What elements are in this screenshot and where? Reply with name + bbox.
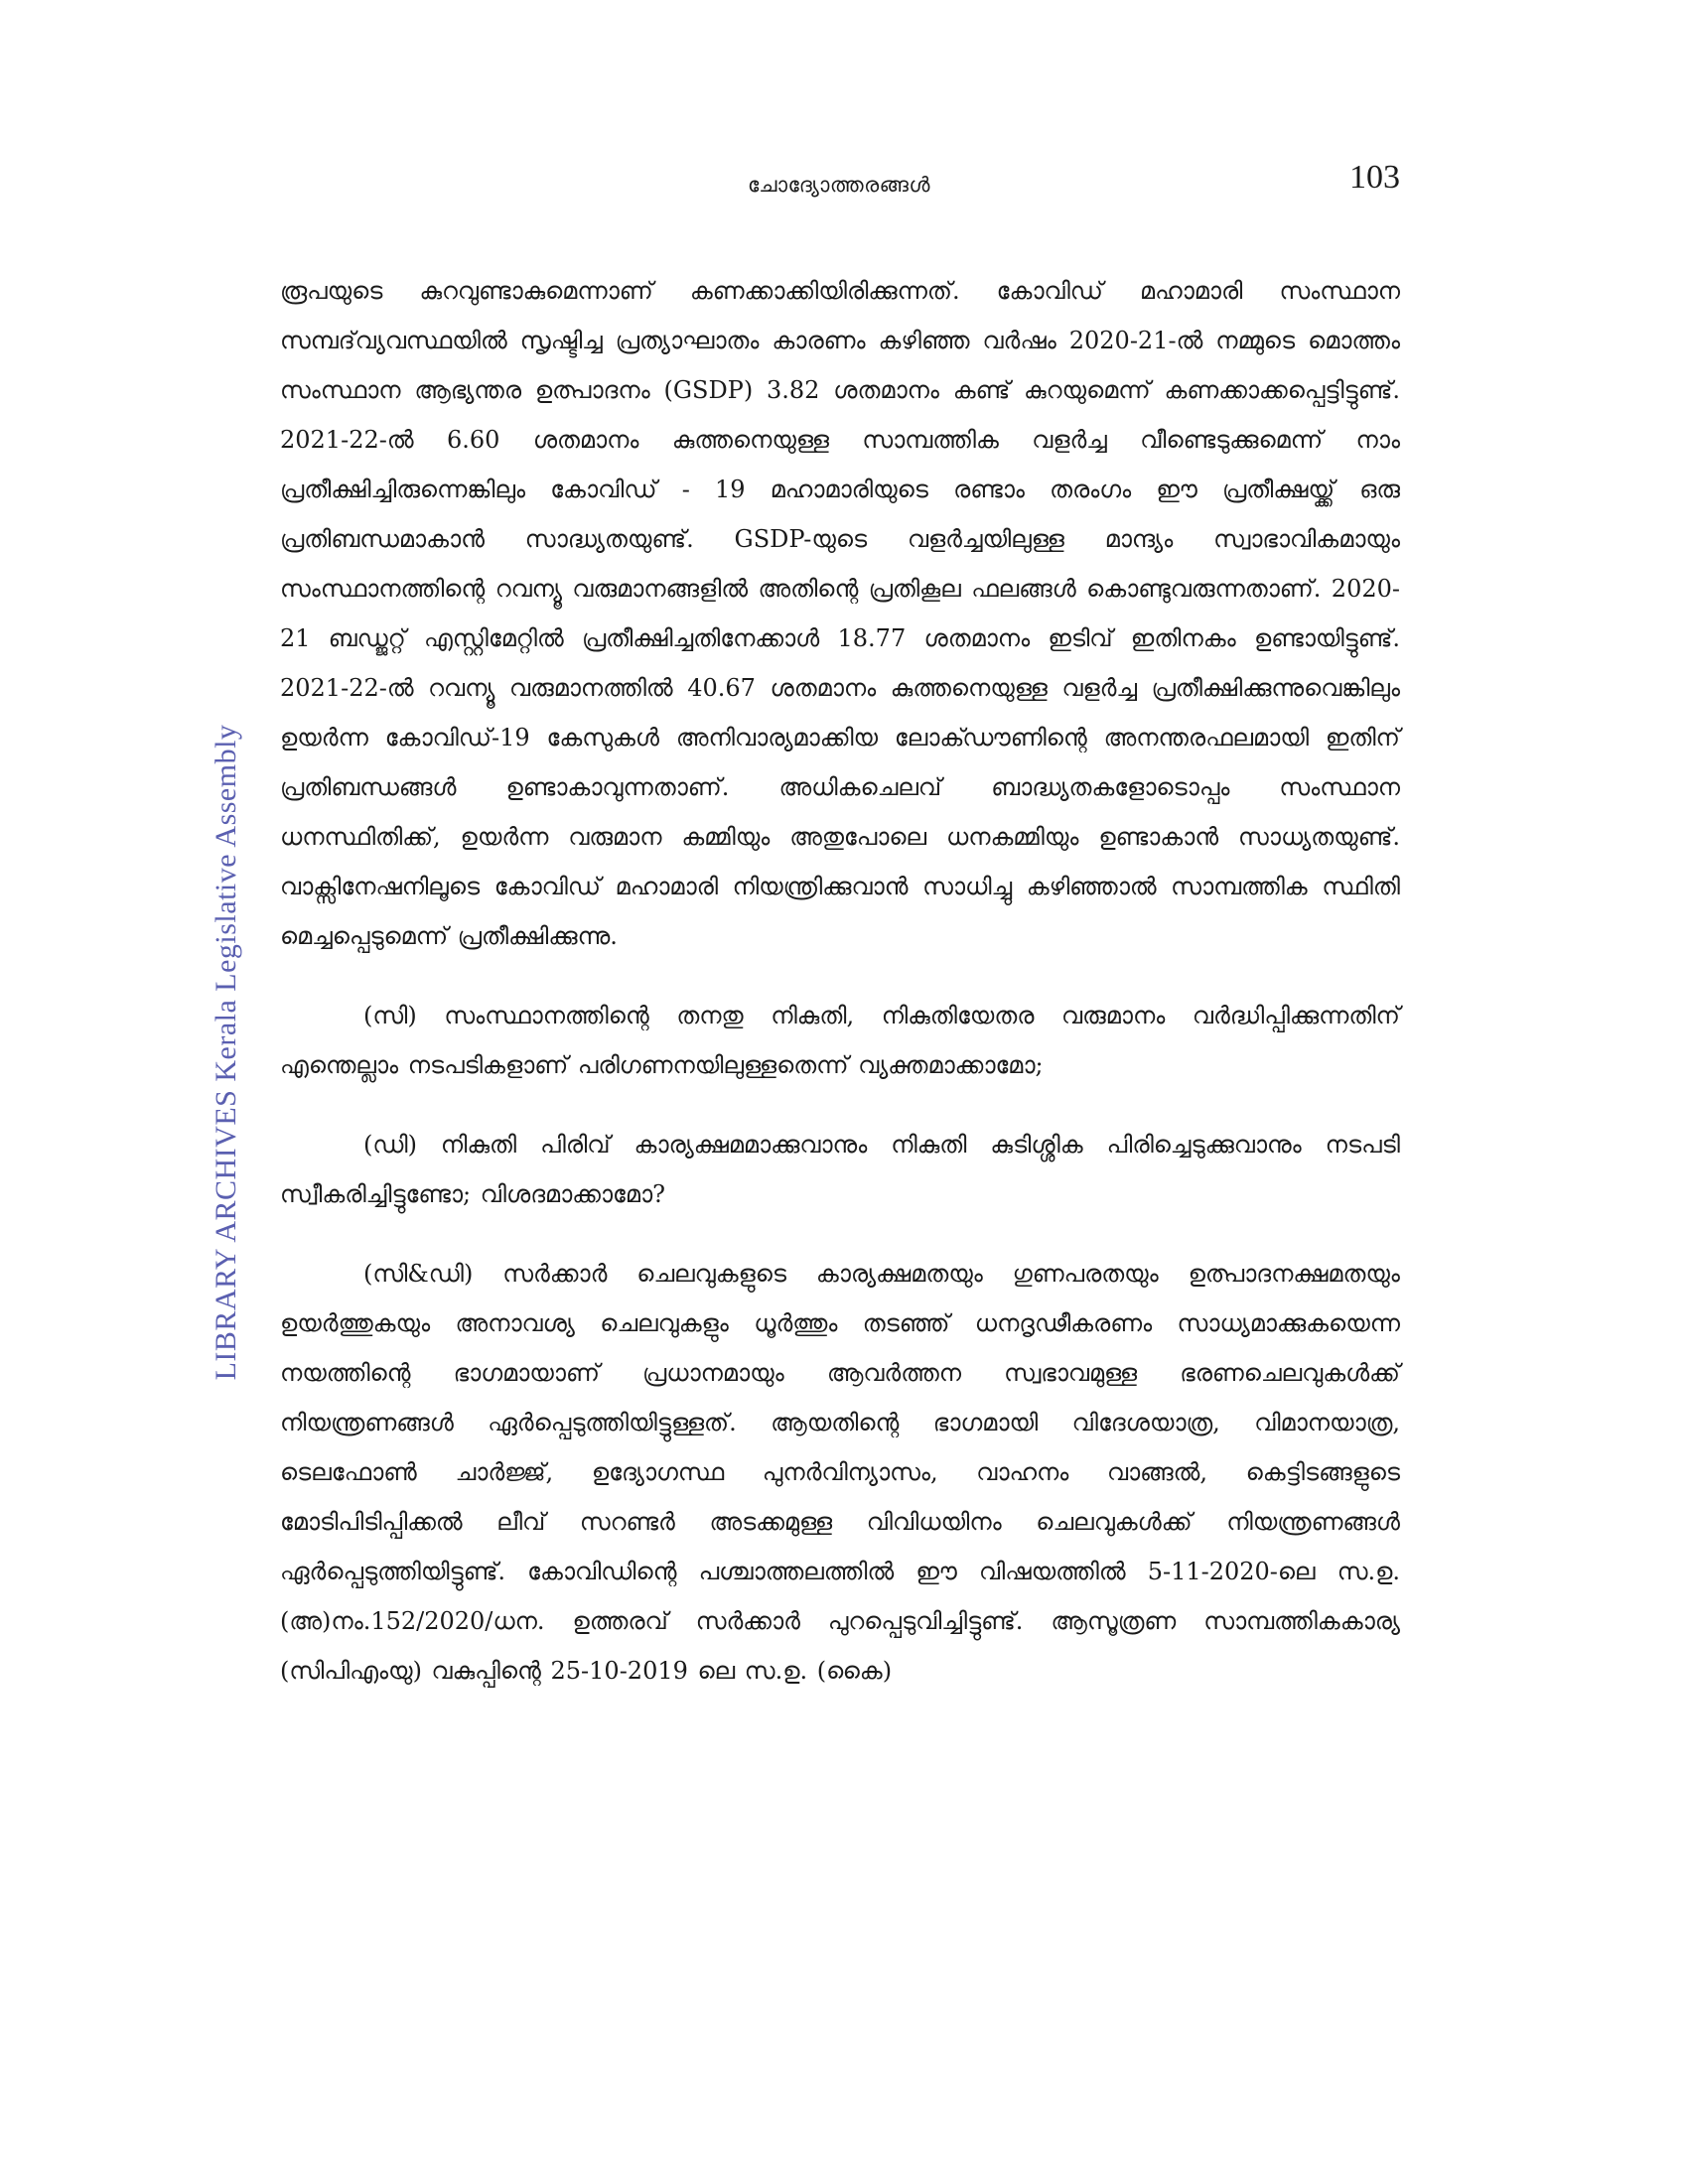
archive-watermark: LIBRARY ARCHIVES Kerala Legislative Assembly <box>210 724 242 1381</box>
paragraph-question-c: (സി) സംസ്ഥാനത്തിന്റെ തനതു നികുതി, നികുതിയേതര വരുമാനം വർദ്ധിപ്പിക്കുന്നതിന് എന്തെല്ലാം നടപടികളാണ് പരിഗണനയിലുള്ളതെന്ന് വ്യക്തമാക്കാമോ; <box>280 1002 1400 1079</box>
paragraph-answer-continued: രൂപയുടെ കുറവുണ്ടാകുമെന്നാണ് കണക്കാക്കിയിരിക്കുന്നത്. കോവിഡ് മഹാമാരി സംസ്ഥാന സമ്പദ്‌വ്യവസ്ഥയിൽ സൃഷ്ടിച്ച പ്രത്യാഘാതം കാരണം കഴിഞ്ഞ വർഷം 2020-21-ൽ നമ്മുടെ മൊത്തം സംസ്ഥാന ആഭ്യന്തര ഉത്പാദനം (GSDP) 3.82 ശതമാനം കണ്ട് കുറയുമെന്ന് കണക്കാക്കപ്പെട്ടിട്ടുണ്ട്. 2021-22-ൽ 6.60 ശതമാനം കുത്തനെയുള്ള സാമ്പത്തിക വളർച്ച വീണ്ടെടുക്കുമെന്ന് നാം പ്രതീക്ഷിച്ചിരുന്നെങ്കിലും കോവിഡ് - 19 മഹാമാരിയുടെ രണ്ടാം തരംഗം ഈ പ്രതീക്ഷയ്ക്ക് ഒരു പ്രതിബന്ധമാകാൻ സാദ്ധ്യതയുണ്ട്. GSDP-യുടെ വളർച്ചയിലുള്ള മാന്ദ്യം സ്വാഭാവികമായും സംസ്ഥാനത്തിന്റെ റവന്യൂ വരുമാനങ്ങളിൽ അതിന്റെ പ്രതികൂല ഫലങ്ങൾ കൊണ്ടുവരുന്നതാണ്. 2020-21 ബഡ്ജറ്റ് എസ്റ്റിമേറ്റിൽ പ്രതീക്ഷിച്ചതിനേക്കാൾ 18.77 ശതമാനം ഇടിവ് ഇതിനകം ഉണ്ടായിട്ടുണ്ട്. 2021-22-ൽ റവന്യൂ വരുമാനത്തിൽ 40.67 ശതമാനം കുത്തനെയുള്ള വളർച്ച പ്രതീക്ഷിക്കുന്നുവെങ്കിലും ഉയർന്ന കോവിഡ്-19 കേസുകൾ അനിവാര്യമാക്കിയ ലോക്ഡൗണിന്റെ അനന്തരഫലമായി ഇതിന് പ്രതിബന്ധങ്ങൾ ഉണ്ടാകാവുന്നതാണ്. അധികചെലവ് ബാദ്ധ്യതകളോടൊപ്പം സംസ്ഥാന ധനസ്ഥിതിക്ക്, ഉയർന്ന വരുമാന കമ്മിയും അതുപോലെ ധനകമ്മിയും ഉണ്ടാകാൻ സാധ്യതയുണ്ട്. വാക്സിനേഷനിലൂടെ കോവിഡ് മഹാമാരി നിയന്ത്രിക്കുവാൻ സാധിച്ചു കഴിഞ്ഞാൽ സാമ്പത്തിക സ്ഥിതി മെച്ചപ്പെടുമെന്ന് പ്രതീക്ഷിക്കുന്നു. <box>280 277 1400 950</box>
page-header <box>278 159 1400 218</box>
running-title: ചോദ്യോത്തരങ്ങൾ <box>747 173 931 197</box>
page-number: 103 <box>1349 159 1400 196</box>
page-body <box>280 266 1400 1696</box>
paragraph-answer-c-d: (സി&ഡി) സർക്കാർ ചെലവുകളുടെ കാര്യക്ഷമതയും ഗുണപരതയും ഉത്പാദനക്ഷമതയും ഉയർത്തുകയും അനാവശ്യ ചെലവുകളും ധൂർത്തും തടഞ്ഞ് ധനദൃഢീകരണം സാധ്യമാക്കുകയെന്ന നയത്തിന്റെ ഭാഗമായാണ് പ്രധാനമായും ആവർത്തന സ്വഭാവമുള്ള ഭരണചെലവുകൾക്ക് നിയന്ത്രണങ്ങൾ ഏർപ്പെടുത്തിയിട്ടുള്ളത്. ആയതിന്റെ ഭാഗമായി വിദേശയാത്ര, വിമാനയാത്ര, ടെലഫോൺ ചാർജ്ജ്, ഉദ്യോഗസ്ഥ പുനർവിന്യാസം, വാഹനം വാങ്ങൽ, കെട്ടിടങ്ങളുടെ മോടിപിടിപ്പിക്കൽ ലീവ് സറണ്ടർ അടക്കമുള്ള വിവിധയിനം ചെലവുകൾക്ക് നിയന്ത്രണങ്ങൾ ഏർപ്പെടുത്തിയിട്ടുണ്ട്. കോവിഡിന്റെ പശ്ചാത്തലത്തിൽ ഈ വിഷയത്തിൽ 5-11-2020-ലെ സ.ഉ.(അ)നം.152/2020/ധന. ഉത്തരവ് സർക്കാർ പുറപ്പെടുവിച്ചിട്ടുണ്ട്. ആസൂത്രണ സാമ്പത്തികകാര്യ (സിപിഎംയു) വകുപ്പിന്റെ 25-10-2019 ലെ സ.ഉ. (കൈ) <box>280 1260 1400 1685</box>
paragraph-question-d: (ഡി) നികുതി പിരിവ് കാര്യക്ഷമമാക്കുവാനും നികുതി കുടിശ്ശിക പിരിച്ചെടുക്കുവാനും നടപടി സ്വീകരിച്ചിട്ടുണ്ടോ; വിശദമാക്കാമോ? <box>280 1131 1400 1208</box>
